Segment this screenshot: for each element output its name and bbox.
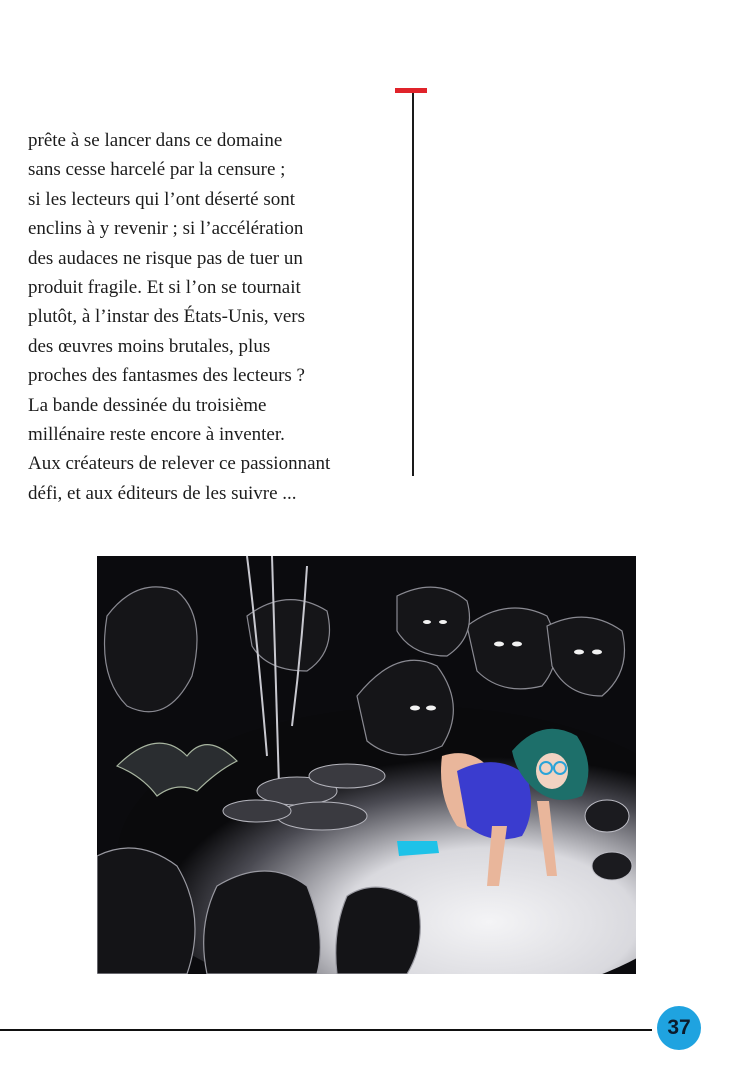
comic-illustration	[97, 556, 636, 974]
text-line: sans cesse harcelé par la censure ;	[28, 159, 286, 181]
red-accent-mark	[395, 88, 427, 93]
page-number-badge	[657, 1006, 701, 1050]
text-line: Aux créateurs de relever ce passionnant	[28, 453, 331, 475]
text-line: des audaces ne risque pas de tuer un	[28, 247, 303, 269]
text-line: plutôt, à l’instar des États-Unis, vers	[28, 306, 306, 328]
text-line: si les lecteurs qui l’ont déserté sont	[28, 188, 295, 210]
text-line: prête à se lancer dans ce domaine	[28, 130, 283, 151]
article-text	[28, 126, 400, 508]
page-number: 37	[667, 1016, 691, 1039]
vertical-rule	[412, 93, 414, 476]
text-line: La bande dessinée du troisième	[28, 394, 267, 416]
text-line: enclins à y revenir ; si l’accélération	[28, 218, 304, 240]
text-line: millénaire reste encore à inventer.	[28, 424, 285, 446]
text-line: produit fragile. Et si l’on se tournait	[28, 277, 301, 299]
footer-rule	[0, 1029, 652, 1031]
text-line: proches des fantasmes des lecteurs ?	[28, 365, 305, 387]
text-line: des œuvres moins brutales, plus	[28, 335, 271, 357]
illustration-drawing	[97, 556, 636, 974]
text-line: défi, et aux éditeurs de les suivre ...	[28, 482, 297, 504]
